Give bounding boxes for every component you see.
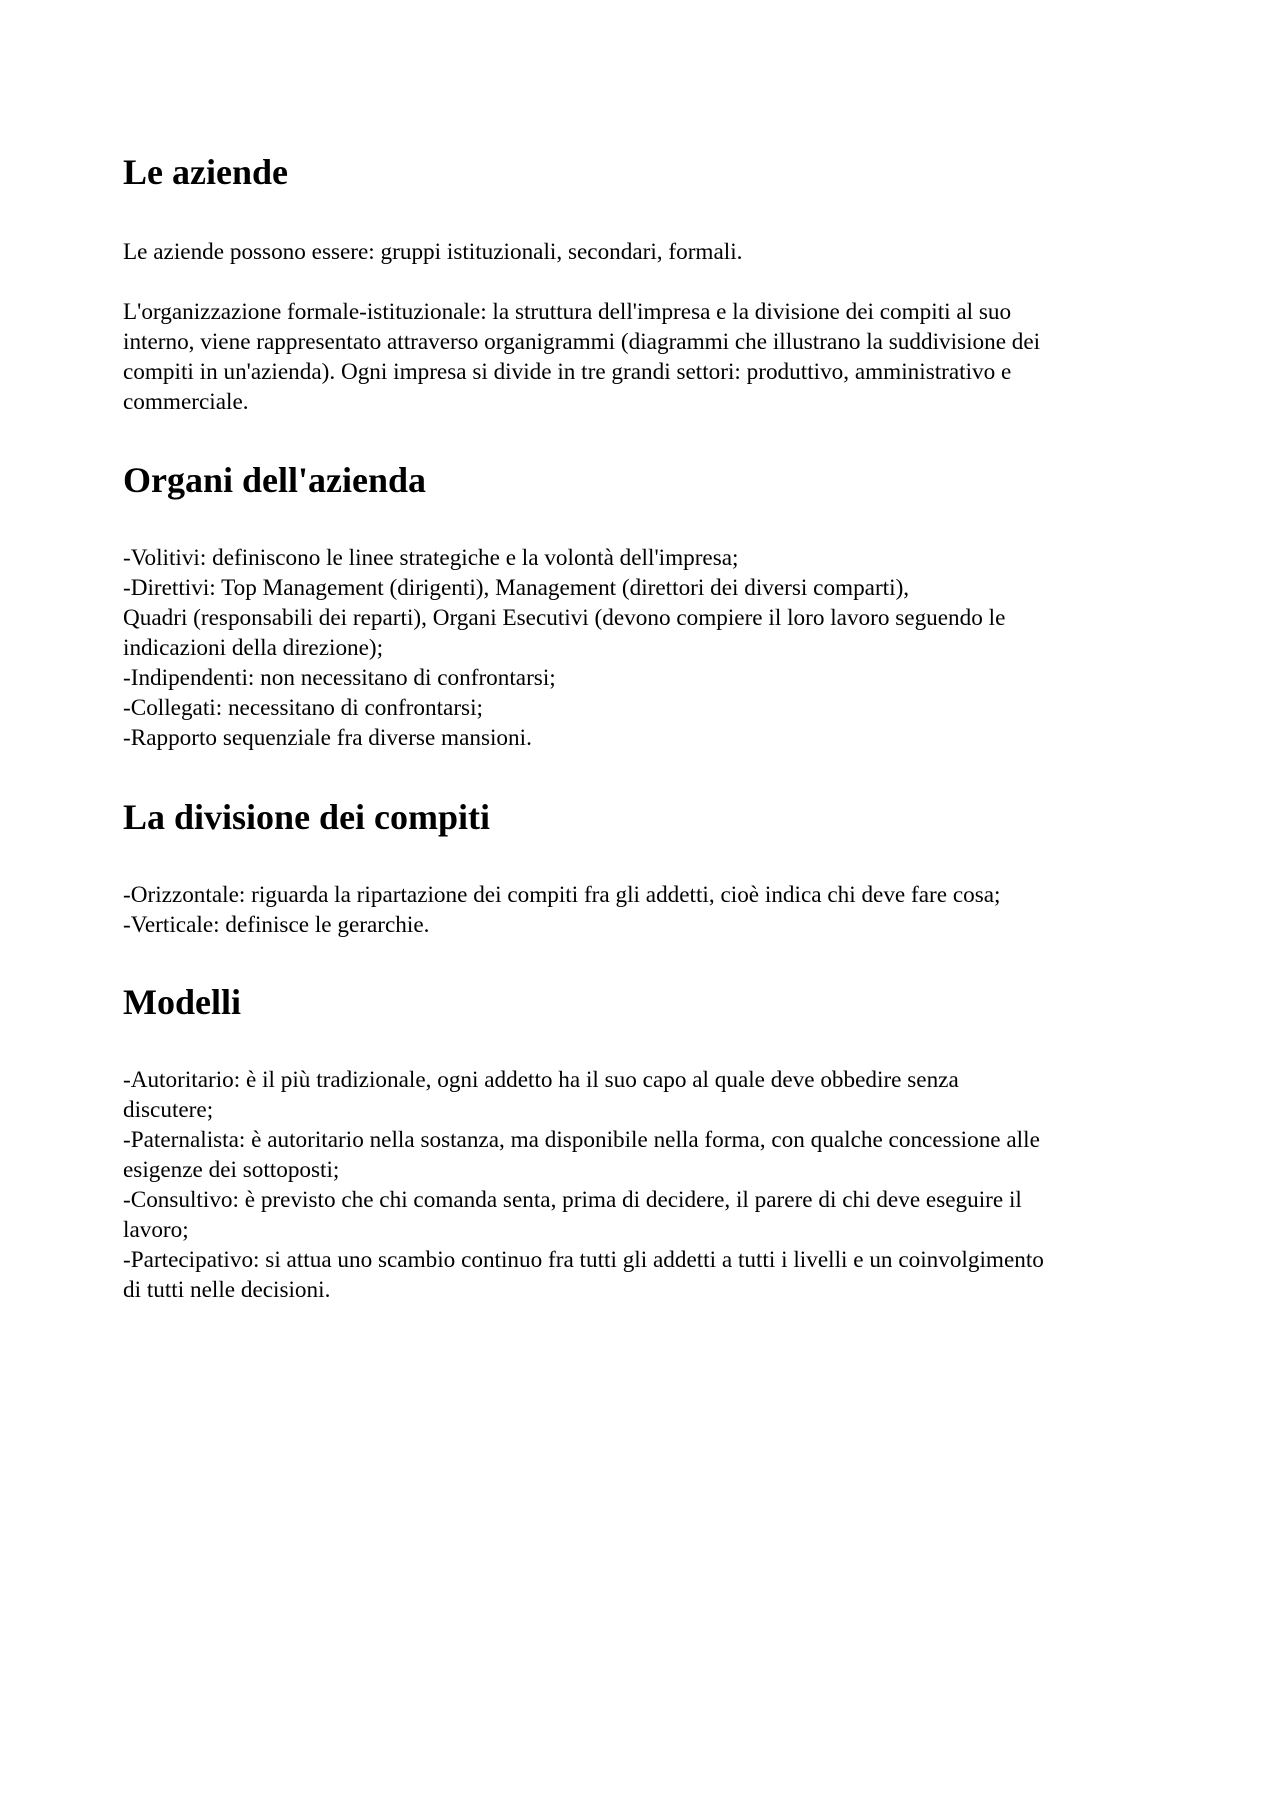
text-line: -Partecipativo: si attua uno scambio continuo fra tutti gli addetti a tutti i livelli e un coinvolgimento <box>123 1247 1044 1273</box>
text-line: di tutti nelle decisioni. <box>123 1277 331 1303</box>
text-line: interno, viene rappresentato attraverso organigrammi (diagrammi che illustrano la suddivisione dei <box>123 329 1041 355</box>
text-line: L'organizzazione formale-istituzionale: la struttura dell'impresa e la divisione dei compiti al suo <box>123 299 1012 325</box>
text-line: lavoro; <box>123 1217 189 1243</box>
text-line: -Rapporto sequenziale fra diverse mansioni. <box>123 725 532 751</box>
heading-divisione-compiti: La divisione dei compiti <box>123 797 491 837</box>
text-line: Le aziende possono essere: gruppi istituzionali, secondari, formali. <box>123 239 743 265</box>
paragraph-organizzazione <box>123 297 1040 417</box>
heading-organi-azienda: Organi dell'azienda <box>123 460 427 500</box>
text-line: -Collegati: necessitano di confrontarsi; <box>123 695 483 721</box>
text-line: -Direttivi: Top Management (dirigenti), Management (direttori dei diversi comparti), <box>123 575 910 601</box>
text-line: -Consultivo: è previsto che chi comanda senta, prima di decidere, il parere di chi deve eseguire il <box>123 1187 1022 1213</box>
text-line: discutere; <box>123 1097 214 1123</box>
text-line: indicazioni della direzione); <box>123 635 384 661</box>
heading-le-aziende: Le aziende <box>123 152 288 192</box>
text-line: compiti in un'azienda). Ogni impresa si divide in tre grandi settori: produttivo, amministrativo e <box>123 359 1012 385</box>
text-line: -Orizzontale: riguarda la ripartazione dei compiti fra gli addetti, cioè indica chi deve fare cosa; <box>123 882 1001 908</box>
heading-modelli: Modelli <box>123 982 241 1022</box>
paragraph-intro <box>123 237 742 267</box>
text-line: esigenze dei sottoposti; <box>123 1157 340 1183</box>
paragraph-organi-list <box>123 543 1005 753</box>
text-line: commerciale. <box>123 389 249 415</box>
paragraph-modelli-list <box>123 1065 1044 1305</box>
text-line: -Autoritario: è il più tradizionale, ogni addetto ha il suo capo al quale deve obbedire senza <box>123 1067 959 1093</box>
text-line: -Indipendenti: non necessitano di confrontarsi; <box>123 665 556 691</box>
paragraph-divisione-list <box>123 880 1001 940</box>
text-line: -Volitivi: definiscono le linee strategiche e la volontà dell'impresa; <box>123 545 739 571</box>
text-line: -Verticale: definisce le gerarchie. <box>123 912 430 938</box>
text-line: -Paternalista: è autoritario nella sostanza, ma disponibile nella forma, con qualche concessione alle <box>123 1127 1040 1153</box>
text-line: Quadri (responsabili dei reparti), Organi Esecutivi (devono compiere il loro lavoro seguendo le <box>123 605 1006 631</box>
